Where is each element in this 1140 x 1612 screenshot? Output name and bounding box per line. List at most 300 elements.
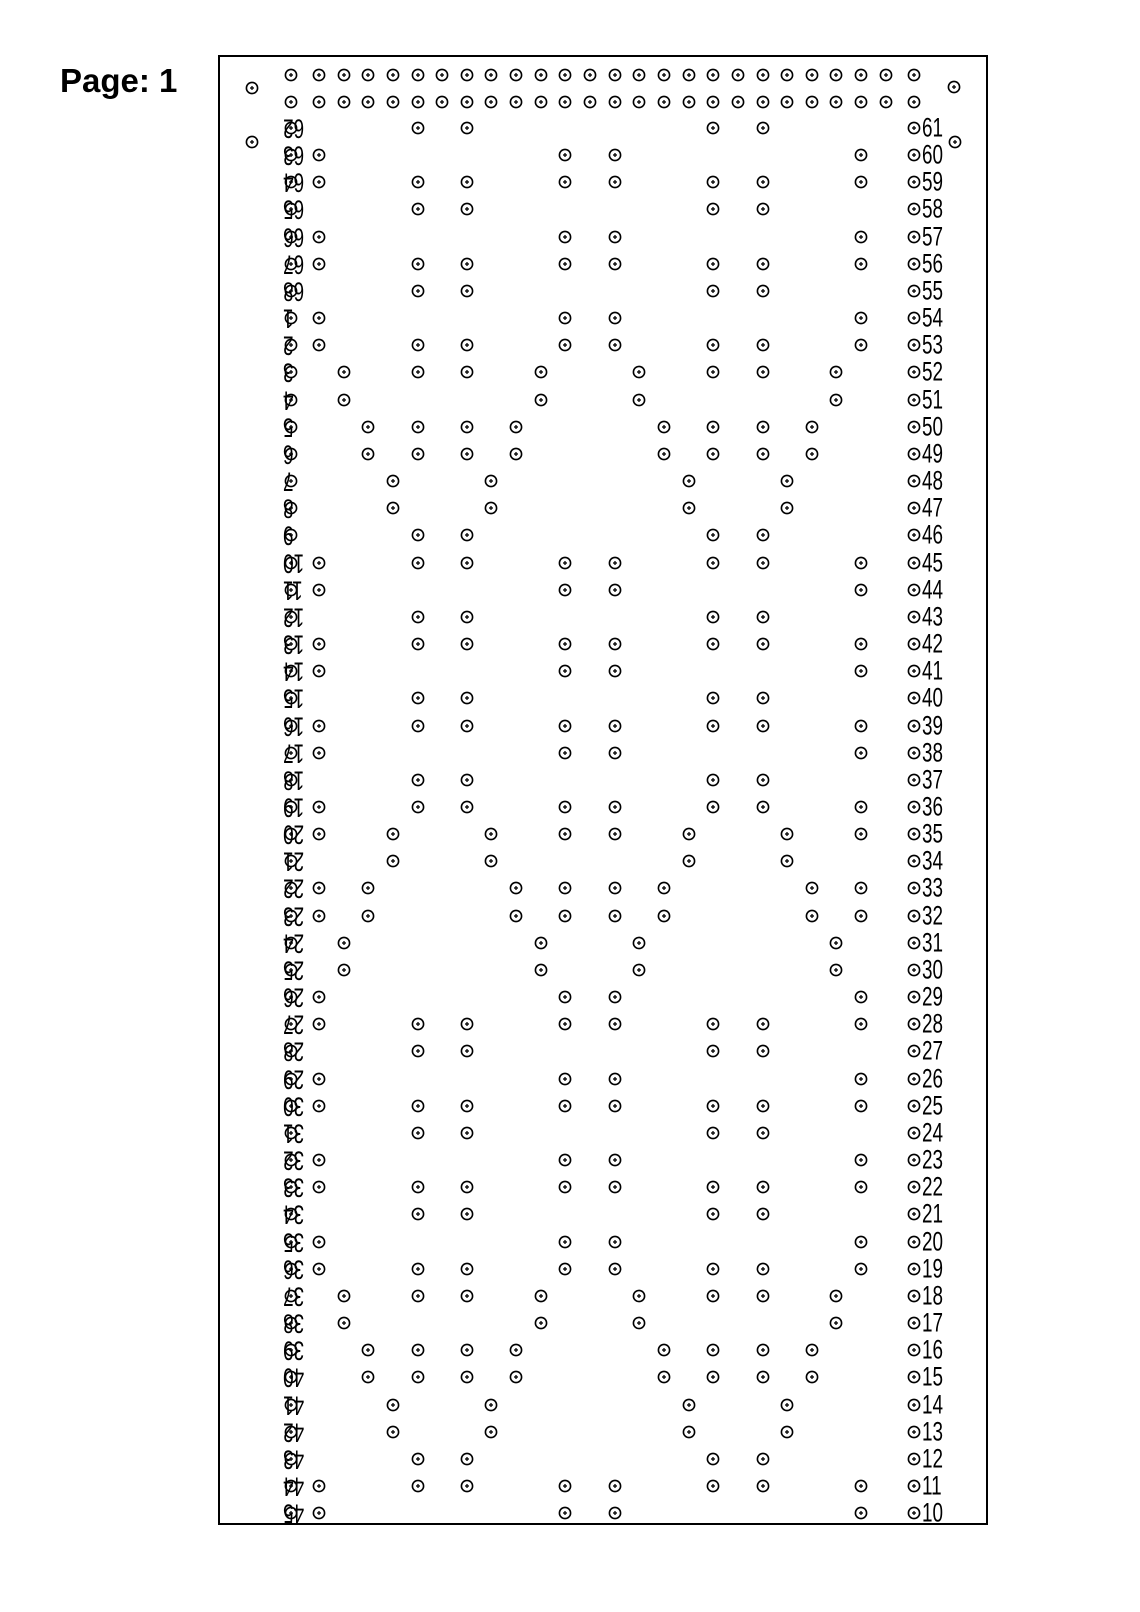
punch-hole	[706, 175, 720, 189]
punch-hole	[558, 175, 572, 189]
row-number-right: 23	[922, 1144, 944, 1175]
punch-hole	[608, 1153, 622, 1167]
punch-hole	[312, 583, 326, 597]
row-marker-hole	[907, 963, 921, 977]
punch-hole	[411, 1126, 425, 1140]
row-number-right: 48	[922, 465, 944, 496]
punch-hole	[756, 1180, 770, 1194]
row-marker-hole	[907, 1506, 921, 1520]
punch-hole	[756, 691, 770, 705]
row-number-right: 47	[922, 492, 944, 523]
punch-hole	[706, 610, 720, 624]
row-number-right: 20	[922, 1226, 944, 1257]
punch-hole	[558, 1235, 572, 1249]
punch-hole	[534, 365, 548, 379]
punch-hole	[484, 827, 498, 841]
row-marker-hole	[907, 501, 921, 515]
sprocket-hole	[780, 68, 794, 82]
row-number-right: 12	[922, 1443, 944, 1474]
punch-hole	[829, 393, 843, 407]
row-number-left: 14	[283, 656, 305, 687]
row-number-left: 32	[283, 1145, 305, 1176]
row-number-left: 28	[283, 1036, 305, 1067]
punch-hole	[460, 1370, 474, 1384]
punch-hole	[608, 1180, 622, 1194]
row-number-right: 34	[922, 845, 944, 876]
row-number-left: 8	[283, 493, 294, 524]
punch-hole	[411, 175, 425, 189]
punch-hole	[706, 447, 720, 461]
punch-hole	[558, 990, 572, 1004]
sprocket-hole	[312, 95, 326, 109]
punch-hole	[460, 800, 474, 814]
punch-hole	[312, 1017, 326, 1031]
punch-hole	[657, 420, 671, 434]
punch-hole	[608, 556, 622, 570]
row-number-left: 22	[283, 873, 305, 904]
row-number-left: 62	[283, 113, 305, 144]
punch-hole	[608, 230, 622, 244]
row-marker-hole	[907, 338, 921, 352]
punch-hole	[534, 393, 548, 407]
punch-hole	[484, 501, 498, 515]
punch-hole	[854, 746, 868, 760]
row-marker-hole	[907, 311, 921, 325]
punch-hole	[411, 1370, 425, 1384]
punch-hole	[312, 1072, 326, 1086]
punch-hole	[411, 1044, 425, 1058]
row-number-left: 15	[283, 683, 305, 714]
punch-hole	[657, 1343, 671, 1357]
punch-hole	[805, 447, 819, 461]
row-number-left: 19	[283, 792, 305, 823]
row-number-right: 26	[922, 1063, 944, 1094]
row-marker-hole	[907, 1289, 921, 1303]
row-number-left: 13	[283, 629, 305, 660]
sprocket-hole	[731, 95, 745, 109]
punch-hole	[756, 420, 770, 434]
row-number-right: 36	[922, 791, 944, 822]
row-number-right: 30	[922, 954, 944, 985]
punch-hole	[682, 474, 696, 488]
row-marker-hole	[907, 1343, 921, 1357]
punch-hole	[706, 691, 720, 705]
row-number-left: 63	[283, 140, 305, 171]
punch-hole	[337, 365, 351, 379]
punch-hole	[608, 311, 622, 325]
punch-hole	[854, 148, 868, 162]
punch-hole	[706, 800, 720, 814]
punch-hole	[460, 719, 474, 733]
row-marker-hole	[907, 420, 921, 434]
row-number-right: 46	[922, 519, 944, 550]
row-marker-hole	[907, 1044, 921, 1058]
punch-hole	[657, 881, 671, 895]
row-number-left: 39	[283, 1335, 305, 1366]
registration-hole	[245, 135, 259, 149]
punch-hole	[756, 1370, 770, 1384]
punch-hole	[780, 474, 794, 488]
punch-hole	[706, 1207, 720, 1221]
sprocket-hole	[657, 95, 671, 109]
row-number-right: 27	[922, 1035, 944, 1066]
punch-hole	[411, 637, 425, 651]
row-number-right: 50	[922, 411, 944, 442]
punch-hole	[608, 990, 622, 1004]
sprocket-hole	[608, 68, 622, 82]
punch-hole	[805, 909, 819, 923]
row-marker-hole	[907, 1207, 921, 1221]
sprocket-hole	[361, 68, 375, 82]
row-number-left: 6	[283, 439, 294, 470]
punch-hole	[608, 827, 622, 841]
row-number-left: 1	[283, 303, 294, 334]
punch-hole	[829, 365, 843, 379]
punch-hole	[756, 338, 770, 352]
row-marker-hole	[907, 284, 921, 298]
punch-hole	[706, 773, 720, 787]
row-number-right: 45	[922, 547, 944, 578]
punch-hole	[460, 447, 474, 461]
row-number-left: 11	[283, 575, 303, 606]
punch-hole	[706, 1180, 720, 1194]
punch-hole	[657, 447, 671, 461]
row-number-left: 64	[283, 167, 305, 198]
punch-hole	[534, 936, 548, 950]
punch-hole	[312, 990, 326, 1004]
row-marker-hole	[907, 1126, 921, 1140]
punch-hole	[854, 1506, 868, 1520]
sprocket-hole	[411, 68, 425, 82]
row-number-left: 18	[283, 765, 305, 796]
sprocket-hole	[879, 95, 893, 109]
punch-hole	[706, 1099, 720, 1113]
punch-hole	[756, 610, 770, 624]
punch-hole	[706, 121, 720, 135]
row-number-right: 17	[922, 1307, 944, 1338]
punch-hole	[337, 393, 351, 407]
row-number-left: 23	[283, 901, 305, 932]
row-marker-hole	[907, 990, 921, 1004]
sprocket-hole	[583, 95, 597, 109]
punch-hole	[361, 420, 375, 434]
row-number-left: 5	[283, 412, 294, 443]
punch-hole	[805, 881, 819, 895]
row-number-right: 58	[922, 193, 944, 224]
row-marker-hole	[907, 393, 921, 407]
sprocket-hole	[509, 68, 523, 82]
row-number-left: 10	[283, 548, 305, 579]
punch-hole	[312, 175, 326, 189]
punch-hole	[632, 963, 646, 977]
punch-hole	[484, 474, 498, 488]
punch-hole	[854, 1235, 868, 1249]
row-number-left: 17	[283, 738, 305, 769]
punch-hole	[460, 202, 474, 216]
punch-hole	[756, 202, 770, 216]
punch-hole	[312, 1506, 326, 1520]
row-marker-hole	[907, 583, 921, 597]
row-number-right: 38	[922, 737, 944, 768]
punch-hole	[411, 257, 425, 271]
punch-hole	[854, 881, 868, 895]
row-number-right: 32	[922, 900, 944, 931]
sprocket-hole	[805, 68, 819, 82]
punch-hole	[460, 1343, 474, 1357]
punch-hole	[312, 338, 326, 352]
punch-hole	[854, 583, 868, 597]
punch-hole	[484, 1425, 498, 1439]
row-number-right: 18	[922, 1280, 944, 1311]
sprocket-hole	[731, 68, 745, 82]
punch-hole	[756, 800, 770, 814]
punch-hole	[558, 148, 572, 162]
punch-hole	[411, 1343, 425, 1357]
page-label: Page: 1	[60, 62, 178, 99]
punch-hole	[484, 1398, 498, 1412]
sprocket-hole	[907, 68, 921, 82]
punch-hole	[706, 1126, 720, 1140]
sprocket-hole	[386, 68, 400, 82]
punch-hole	[756, 1044, 770, 1058]
row-marker-hole	[907, 148, 921, 162]
row-number-left: 43	[283, 1444, 305, 1475]
row-number-right: 56	[922, 248, 944, 279]
punch-hole	[608, 881, 622, 895]
punch-hole	[608, 1479, 622, 1493]
sprocket-hole	[386, 95, 400, 109]
punch-hole	[509, 420, 523, 434]
punch-hole	[682, 501, 696, 515]
row-number-left: 9	[283, 520, 294, 551]
row-number-right: 33	[922, 872, 944, 903]
punch-hole	[756, 447, 770, 461]
punch-hole	[509, 909, 523, 923]
row-number-right: 22	[922, 1171, 944, 1202]
punch-hole	[411, 1207, 425, 1221]
punch-hole	[854, 230, 868, 244]
punch-hole	[756, 284, 770, 298]
punch-hole	[460, 691, 474, 705]
row-marker-hole	[907, 1235, 921, 1249]
row-number-left: 66	[283, 222, 305, 253]
row-number-right: 29	[922, 981, 944, 1012]
sprocket-hole	[411, 95, 425, 109]
sprocket-hole	[435, 68, 449, 82]
row-number-right: 54	[922, 302, 944, 333]
row-number-right: 51	[922, 384, 944, 415]
punch-hole	[854, 175, 868, 189]
punch-hole	[386, 1398, 400, 1412]
row-number-left: 41	[283, 1390, 305, 1421]
row-number-right: 37	[922, 764, 944, 795]
row-number-right: 43	[922, 601, 944, 632]
row-marker-hole	[907, 1370, 921, 1384]
punch-hole	[411, 284, 425, 298]
punch-hole	[632, 393, 646, 407]
punch-hole	[854, 827, 868, 841]
punch-hole	[312, 909, 326, 923]
sprocket-hole	[460, 68, 474, 82]
punch-hole	[756, 365, 770, 379]
row-number-left: 20	[283, 819, 305, 850]
punch-hole	[460, 1180, 474, 1194]
punch-hole	[534, 1289, 548, 1303]
row-number-left: 38	[283, 1308, 305, 1339]
punch-hole	[558, 746, 572, 760]
punch-hole	[854, 1180, 868, 1194]
punch-hole	[756, 556, 770, 570]
row-marker-hole	[907, 365, 921, 379]
punch-hole	[706, 1044, 720, 1058]
punch-hole	[312, 230, 326, 244]
row-number-right: 13	[922, 1416, 944, 1447]
row-marker-hole	[907, 1180, 921, 1194]
punch-hole	[854, 664, 868, 678]
row-marker-hole	[907, 1153, 921, 1167]
registration-hole	[245, 81, 259, 95]
punch-hole	[411, 1099, 425, 1113]
sprocket-hole	[879, 68, 893, 82]
punch-hole	[312, 1262, 326, 1276]
punch-hole	[608, 583, 622, 597]
punch-hole	[411, 610, 425, 624]
punch-hole	[608, 1506, 622, 1520]
punch-hole	[460, 1289, 474, 1303]
punch-hole	[854, 800, 868, 814]
row-marker-hole	[907, 1099, 921, 1113]
row-number-left: 65	[283, 194, 305, 225]
punch-hole	[706, 1452, 720, 1466]
row-marker-hole	[907, 1262, 921, 1276]
punch-hole	[706, 719, 720, 733]
punch-hole	[608, 1099, 622, 1113]
punch-hole	[558, 909, 572, 923]
punch-hole	[386, 854, 400, 868]
punch-hole	[460, 1044, 474, 1058]
punch-hole	[460, 1017, 474, 1031]
punch-hole	[558, 230, 572, 244]
punch-hole	[558, 311, 572, 325]
row-marker-hole	[907, 202, 921, 216]
row-number-left: 44	[283, 1471, 305, 1502]
punch-hole	[706, 365, 720, 379]
punch-hole	[706, 420, 720, 434]
row-number-right: 11	[922, 1470, 942, 1501]
sprocket-hole	[682, 68, 696, 82]
sprocket-hole	[484, 95, 498, 109]
row-number-right: 61	[922, 112, 944, 143]
punch-hole	[682, 1398, 696, 1412]
registration-hole	[947, 80, 961, 94]
punch-hole	[558, 800, 572, 814]
sprocket-hole	[682, 95, 696, 109]
sprocket-hole	[829, 68, 843, 82]
punch-hole	[312, 311, 326, 325]
punch-hole	[706, 528, 720, 542]
row-number-right: 15	[922, 1361, 944, 1392]
punch-hole	[756, 175, 770, 189]
punch-hole	[460, 610, 474, 624]
punch-hole	[411, 365, 425, 379]
punch-hole	[411, 719, 425, 733]
punch-hole	[460, 257, 474, 271]
punch-hole	[558, 637, 572, 651]
row-marker-hole	[907, 719, 921, 733]
row-marker-hole	[907, 175, 921, 189]
punch-hole	[829, 936, 843, 950]
sprocket-hole	[829, 95, 843, 109]
punch-hole	[534, 1316, 548, 1330]
punch-hole	[558, 338, 572, 352]
punch-hole	[460, 1207, 474, 1221]
punch-hole	[411, 773, 425, 787]
punch-hole	[312, 881, 326, 895]
punch-hole	[608, 1072, 622, 1086]
punch-hole	[558, 1479, 572, 1493]
row-number-left: 2	[283, 330, 294, 361]
punch-hole	[780, 854, 794, 868]
punch-hole	[854, 1479, 868, 1493]
punch-hole	[484, 854, 498, 868]
punch-hole	[780, 1398, 794, 1412]
sprocket-hole	[284, 68, 298, 82]
punch-hole	[682, 1425, 696, 1439]
row-number-right: 42	[922, 628, 944, 659]
punch-hole	[411, 1017, 425, 1031]
row-marker-hole	[907, 800, 921, 814]
punch-hole	[312, 637, 326, 651]
punch-hole	[558, 1072, 572, 1086]
punch-hole	[411, 338, 425, 352]
row-marker-hole	[907, 1452, 921, 1466]
sprocket-hole	[284, 95, 298, 109]
punch-hole	[312, 148, 326, 162]
row-number-left: 42	[283, 1417, 305, 1448]
punch-hole	[312, 664, 326, 678]
punch-hole	[558, 1153, 572, 1167]
punch-hole	[460, 556, 474, 570]
sprocket-hole	[558, 68, 572, 82]
punch-hole	[706, 1370, 720, 1384]
row-number-right: 59	[922, 166, 944, 197]
row-marker-hole	[907, 556, 921, 570]
punch-hole	[460, 637, 474, 651]
punch-hole	[558, 1262, 572, 1276]
punch-hole	[460, 284, 474, 298]
punch-hole	[657, 909, 671, 923]
punch-hole	[829, 1316, 843, 1330]
punch-hole	[558, 827, 572, 841]
punch-hole	[411, 800, 425, 814]
row-marker-hole	[907, 746, 921, 760]
row-marker-hole	[907, 773, 921, 787]
punch-hole	[706, 637, 720, 651]
punch-hole	[558, 1180, 572, 1194]
row-marker-hole	[907, 881, 921, 895]
punch-hole	[608, 1235, 622, 1249]
punch-hole	[312, 1235, 326, 1249]
sprocket-hole	[805, 95, 819, 109]
punch-hole	[558, 1099, 572, 1113]
punch-hole	[682, 827, 696, 841]
punch-hole	[805, 420, 819, 434]
row-number-right: 24	[922, 1117, 944, 1148]
punch-hole	[411, 1289, 425, 1303]
punch-hole	[411, 1262, 425, 1276]
row-number-left: 36	[283, 1254, 305, 1285]
row-marker-hole	[907, 637, 921, 651]
